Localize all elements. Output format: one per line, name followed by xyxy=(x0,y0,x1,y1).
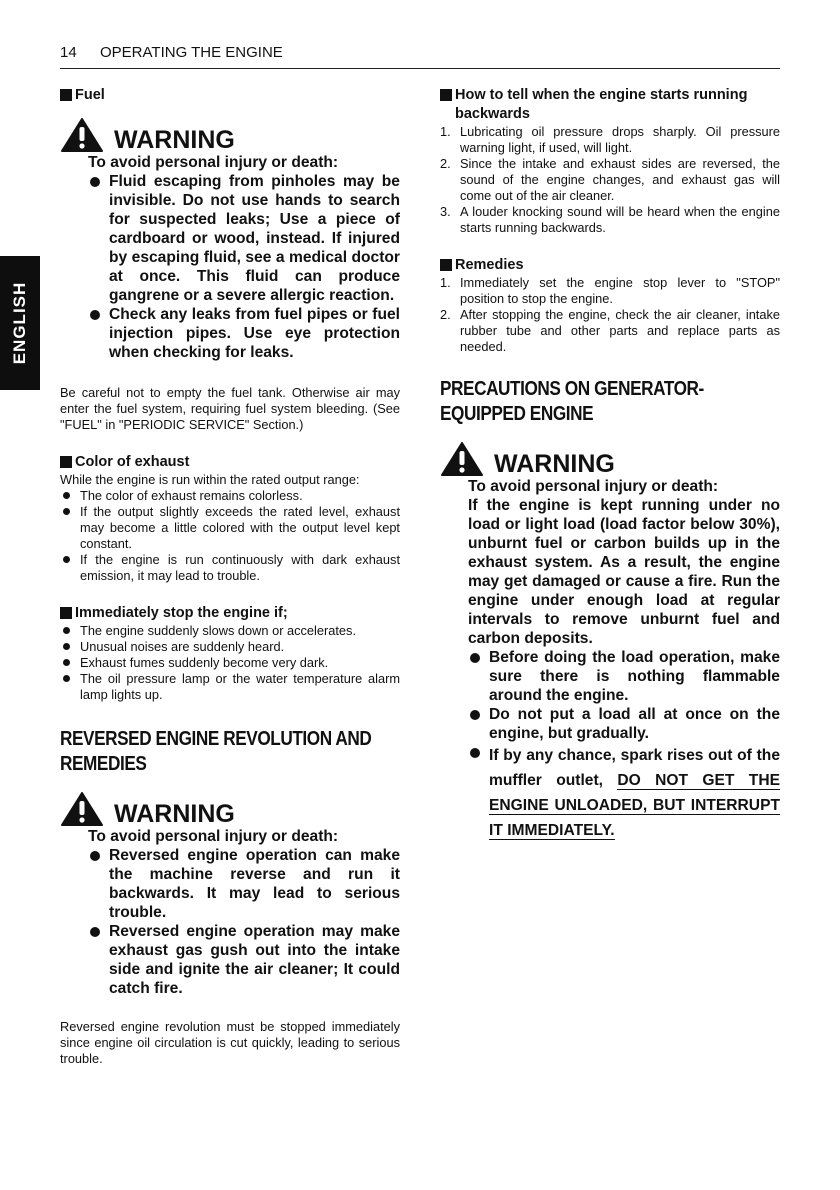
list-item: If the output slightly exceeds the rated level, exhaust may become a little colored with the output level kept constant. xyxy=(60,504,400,552)
fuel-warning xyxy=(60,117,400,362)
page-header xyxy=(60,42,780,69)
fuel-heading: Fuel xyxy=(60,86,400,105)
warning-intro: To avoid personal injury or death: xyxy=(88,154,339,171)
warning-label: WARNING xyxy=(494,450,615,478)
warning-item: Do not put a load all at once on the engine, but gradually. xyxy=(468,705,780,743)
warning-label: WARNING xyxy=(114,800,235,828)
exhaust-list xyxy=(60,488,400,584)
page-number: 14 xyxy=(60,44,77,61)
fuel-note: Be careful not to empty the fuel tank. Otherwise air may enter the fuel system, requiring fuel system bleeding. (See "FUEL" in "PERIODIC SERVICE" Section.) xyxy=(60,385,400,432)
generator-section-heading: PRECAUTIONS ON GENERATOR- EQUIPPED ENGINE xyxy=(440,378,704,425)
list-item: Unusual noises are suddenly heard. xyxy=(60,639,400,655)
square-bullet-icon xyxy=(60,607,72,619)
exhaust-intro: While the engine is run within the rated output range: xyxy=(60,472,360,487)
list-item: Exhaust fumes suddenly become very dark. xyxy=(60,655,400,671)
warning-body: If the engine is kept running under no load or light load (load factor below 30%), unburnt fuel or carbon builds up in the exhaust system. As a result, the engine may get damaged or cause a fire. Run the engine under enough load at regular intervals to remove unburnt fuel and carbon deposits. xyxy=(468,497,780,647)
warning-intro: To avoid personal injury or death: xyxy=(88,828,339,845)
list-item: 1. Lubricating oil pressure drops sharply. Oil pressure warning light, if used, will light. xyxy=(440,124,780,155)
emphasis-text: DO NOT GET THE ENGINE UNLOADED, BUT INTERRUPT IT IMMEDIATELY. xyxy=(489,772,780,839)
warning-triangle-icon xyxy=(440,441,484,477)
list-item: The oil pressure lamp or the water temperature alarm lamp lights up. xyxy=(60,671,400,703)
language-tab-label: ENGLISH xyxy=(10,281,29,365)
reversed-note: Reversed engine revolution must be stopped immediately since engine oil circulation is cut quickly, leading to serious trouble. xyxy=(60,1019,400,1066)
warning-item: If by any chance, spark rises out of the muffler outlet, DO NOT GET THE ENGINE UNLOADED, BUT INTERRUPT IT IMMEDIATELY. xyxy=(468,743,780,843)
page-title: OPERATING THE ENGINE xyxy=(100,44,283,61)
warning-item: Reversed engine operation can make the machine reverse and run it backwards. It may lead to serious trouble. xyxy=(88,846,400,922)
backwards-heading: How to tell when the engine starts running backwards xyxy=(440,86,780,124)
square-bullet-icon xyxy=(60,456,72,468)
list-item: The color of exhaust remains colorless. xyxy=(60,488,400,504)
square-bullet-icon xyxy=(60,89,72,101)
generator-warning xyxy=(440,441,780,843)
warning-item: Reversed engine operation may make exhaust gas gush out into the intake side and ignite the air cleaner; It could catch fire. xyxy=(88,922,400,998)
right-column xyxy=(440,86,780,843)
warning-label: WARNING xyxy=(114,126,235,154)
stop-list xyxy=(60,623,400,703)
list-item: If the engine is run continuously with dark exhaust emission, it may lead to trouble. xyxy=(60,552,400,584)
warning-item: Before doing the load operation, make sure there is nothing flammable around the engine. xyxy=(468,648,780,705)
list-item: 2. After stopping the engine, check the air cleaner, intake rubber tube and other parts and replace parts as needed. xyxy=(440,307,780,354)
square-bullet-icon xyxy=(440,259,452,271)
warning-item: Fluid escaping from pinholes may be invisible. Do not use hands to search for suspected leaks; Use a piece of cardboard or wood, instead. If injured by escaping fluid, see a medical doctor at once. This fluid can produce gangrene or a severe allergic reaction. xyxy=(88,172,400,305)
list-item: The engine suddenly slows down or accelerates. xyxy=(60,623,400,639)
stop-heading: Immediately stop the engine if; xyxy=(60,604,400,623)
warning-intro: To avoid personal injury or death: xyxy=(468,478,719,495)
reversed-section-heading: REVERSED ENGINE REVOLUTION AND REMEDIES xyxy=(60,728,372,775)
list-item: 2. Since the intake and exhaust sides are reversed, the sound of the engine changes, and exhaust gas will come out of the air cleaner. xyxy=(440,156,780,203)
reversed-warning xyxy=(60,791,400,998)
remedies-list xyxy=(440,275,780,355)
exhaust-heading: Color of exhaust xyxy=(60,453,400,472)
list-item: 1. Immediately set the engine stop lever to "STOP" position to stop the engine. xyxy=(440,275,780,306)
left-column xyxy=(60,86,400,1067)
language-tab xyxy=(0,256,40,390)
remedies-heading: Remedies xyxy=(440,256,780,275)
warning-triangle-icon xyxy=(60,791,104,827)
warning-triangle-icon xyxy=(60,117,104,153)
square-bullet-icon xyxy=(440,89,452,101)
list-item: 3. A louder knocking sound will be heard when the engine starts running backwards. xyxy=(440,204,780,235)
warning-item: Check any leaks from fuel pipes or fuel injection pipes. Use eye protection when checking for leaks. xyxy=(88,305,400,362)
backwards-list xyxy=(440,124,780,236)
